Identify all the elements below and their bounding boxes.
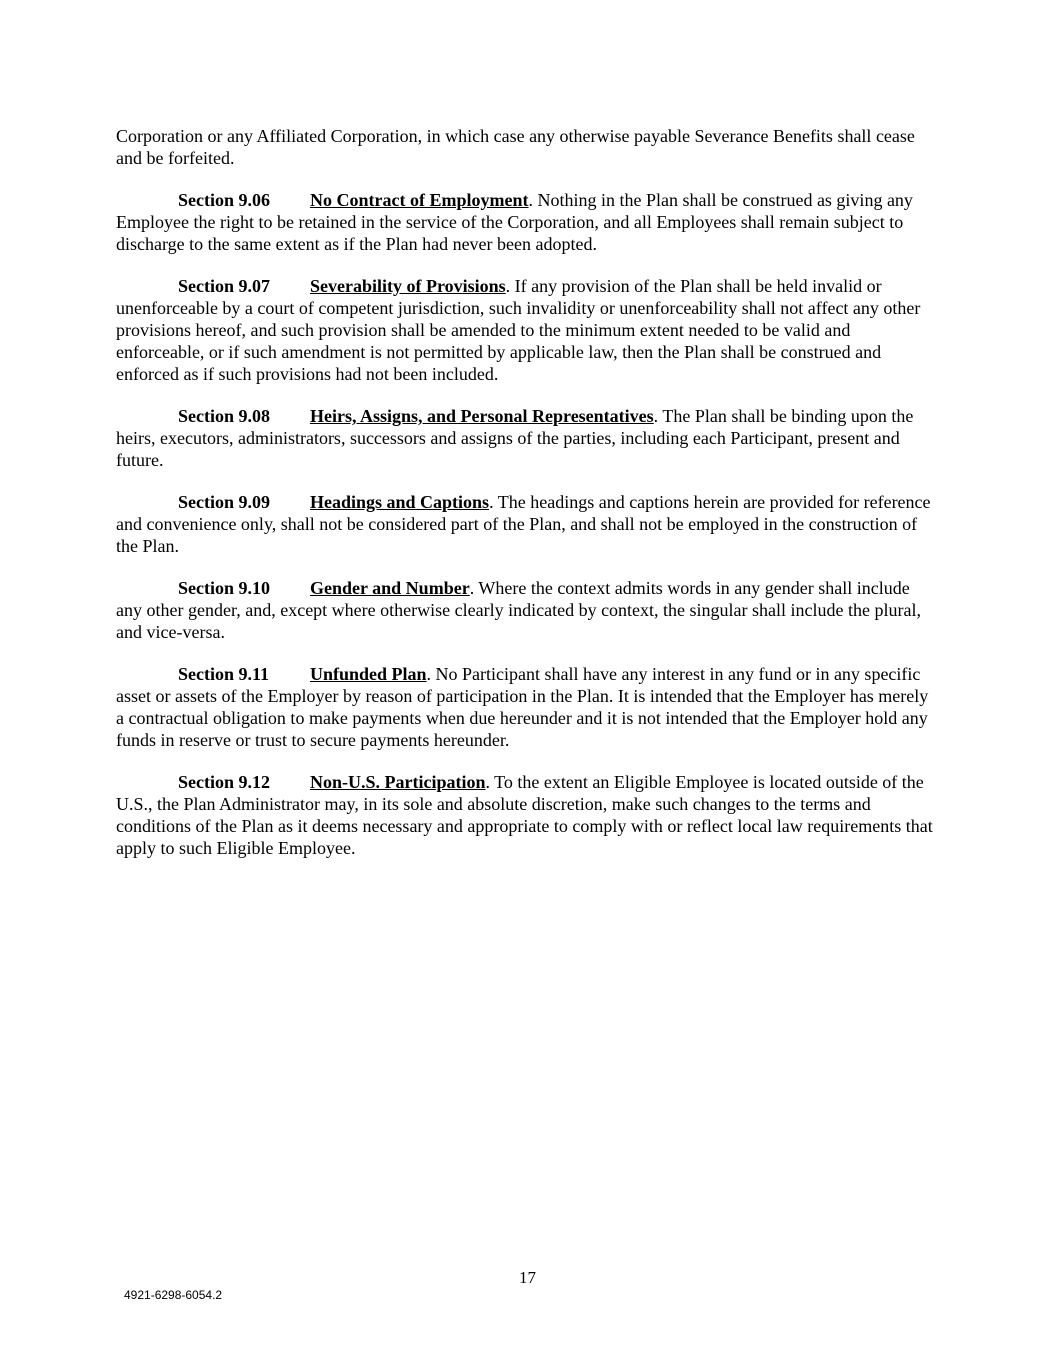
section-title: Headings and Captions: [310, 492, 490, 512]
section-number: Section 9.06: [178, 190, 270, 210]
section-title: Non-U.S. Participation: [310, 772, 486, 792]
section-9-06: [116, 189, 933, 255]
section-title: No Contract of Employment: [310, 190, 529, 210]
document-body: [116, 125, 933, 879]
section-text: . The headings and captions herein are provided for reference and convenience only, shall not be considered part of the Plan, and shall not be employed in the construction of the Plan.: [116, 492, 931, 556]
section-9-08: [116, 405, 933, 471]
section-text: . Where the context admits words in any gender shall include any other gender, and, except where otherwise clearly indicated by context, the singular shall include the plural, and vice-versa.: [116, 578, 921, 642]
section-9-07: [116, 275, 933, 385]
section-text: . If any provision of the Plan shall be held invalid or unenforceable by a court of competent jurisdiction, such invalidity or unenforceability shall not affect any other provisions hereof, and such provision shall be amended to the minimum extent needed to be valid and enforceable, or if such amendment is not permitted by applicable law, then the Plan shall be construed and enforced as if such provisions had not been included.: [116, 276, 921, 384]
section-9-12: [116, 771, 933, 859]
continuation-paragraph: Corporation or any Affiliated Corporation, in which case any otherwise payable Severance Benefits shall cease and be forfeited.: [116, 126, 915, 168]
section-title: Severability of Provisions: [310, 276, 506, 296]
section-text: . To the extent an Eligible Employee is located outside of the U.S., the Plan Administrator may, in its sole and absolute discretion, make such changes to the terms and conditions of the Plan as it deems necessary and appropriate to comply with or reflect local law requirements that apply to such Eligible Employee.: [116, 772, 933, 858]
page-number: 17: [519, 1268, 536, 1287]
section-number: Section 9.07: [178, 276, 270, 296]
section-text: . No Participant shall have any interest in any fund or in any specific asset or assets of the Employer by reason of participation in the Plan. It is intended that the Employer has merely a contractual obligation to make payments when due hereunder and it is not intended that the Employer hold any funds in reserve or trust to secure payments hereunder.: [116, 664, 929, 750]
section-number: Section 9.09: [178, 492, 270, 512]
section-9-11: [116, 663, 933, 751]
section-title: Unfunded Plan: [310, 664, 427, 684]
document-id: 4921-6298-6054.2: [124, 1288, 223, 1302]
section-number: Section 9.10: [178, 578, 270, 598]
section-number: Section 9.12: [178, 772, 270, 792]
section-9-10: [116, 577, 933, 643]
section-number: Section 9.11: [178, 664, 270, 684]
section-number: Section 9.08: [178, 406, 270, 426]
section-title: Gender and Number: [310, 578, 470, 598]
section-9-09: [116, 491, 933, 557]
section-title: Heirs, Assigns, and Personal Representatives: [310, 406, 654, 426]
section-text: . Nothing in the Plan shall be construed as giving any Employee the right to be retained in the service of the Corporation, and all Employees shall remain subject to discharge to the same extent as if the Plan had never been adopted.: [116, 190, 913, 254]
section-text: . The Plan shall be binding upon the heirs, executors, administrators, successors and assigns of the parties, including each Participant, present and future.: [116, 406, 914, 470]
